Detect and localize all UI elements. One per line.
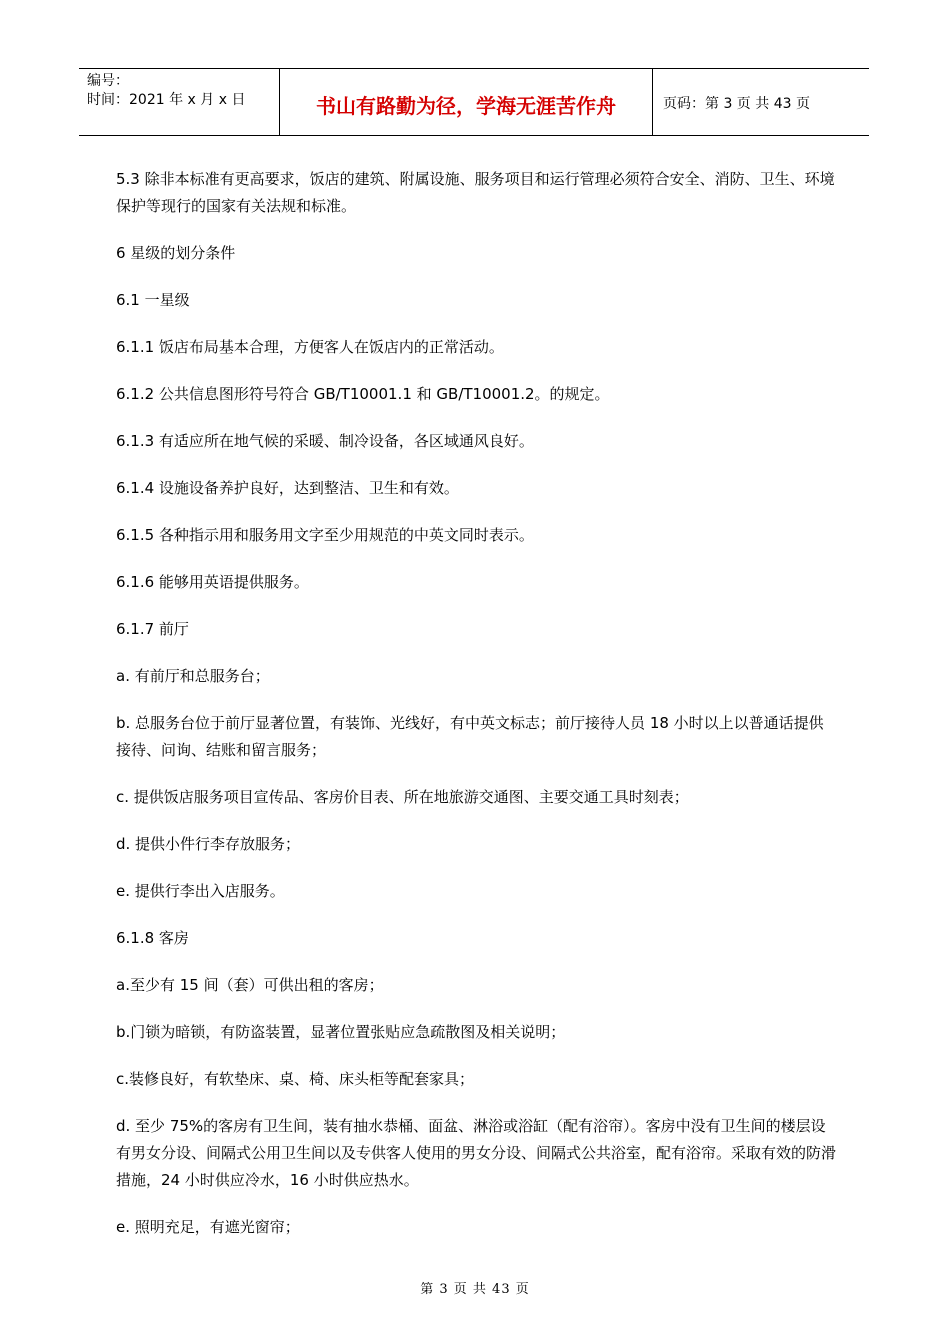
list-item-room-c: c.装修良好，有软垫床、桌、椅、床头柜等配套家具； — [116, 1070, 475, 1088]
list-item-frontdesk-d: d. 提供小件行李存放服务； — [116, 835, 301, 853]
paragraph-6-1-5: 6.1.5 各种指示用和服务用文字至少用规范的中英文同时表示。 — [116, 526, 534, 544]
paragraph-6-1-1: 6.1.1 饭店布局基本合理，方便客人在饭店内的正常活动。 — [116, 338, 504, 356]
header-page-info: 页码：第 3 页 共 43 页 — [663, 96, 810, 112]
list-item-frontdesk-c: c. 提供饭店服务项目宣传品、客房价目表、所在地旅游交通图、主要交通工具时刻表； — [116, 788, 689, 806]
time-label: 时间：2021 年 x 月 x 日 — [87, 92, 246, 108]
list-item-frontdesk-b: b. 总服务台位于前厅显著位置，有装饰、光线好，有中英文标志；前厅接待人员 18 小时以上以普通话提供接待、问询、结账和留言服务； — [116, 714, 824, 759]
paragraph-6-1-6: 6.1.6 能够用英语提供服务。 — [116, 573, 309, 591]
list-item-room-a: a.至少有 15 间（套）可供出租的客房； — [116, 976, 384, 994]
heading-6: 6 星级的划分条件 — [116, 244, 236, 262]
list-item-frontdesk-a: a. 有前厅和总服务台； — [116, 667, 270, 685]
list-item-room-e: e. 照明充足，有遮光窗帘； — [116, 1218, 300, 1236]
document-body — [116, 166, 836, 1241]
paragraph-6-1-2: 6.1.2 公共信息图形符号符合 GB/T10001.1 和 GB/T10001.2。的规定。 — [116, 385, 610, 403]
header-meta — [79, 69, 280, 135]
list-item-room-d: d. 至少 75%的客房有卫生间，装有抽水恭桶、面盆、淋浴或浴缸（配有浴帘）。客房中没有卫生间的楼层设有男女分设、间隔式公用卫生间以及专供客人使用的男女分设、间隔式公共浴室，配有浴帘。采取有效的防滑措施，24 小时供应冷水，16 小时供应热水。 — [116, 1117, 837, 1189]
header-motto: 书山有路勤为径，学海无涯苦作舟 — [280, 69, 653, 135]
heading-6-1-7: 6.1.7 前厅 — [116, 620, 189, 638]
document-header — [79, 68, 869, 136]
paragraph-6-1-3: 6.1.3 有适应所在地气候的采暖、制冷设备，各区域通风良好。 — [116, 432, 534, 450]
paragraph-6-1-4: 6.1.4 设施设备养护良好，达到整洁、卫生和有效。 — [116, 479, 459, 497]
page-footer: 第 3 页 共 43 页 — [420, 1282, 530, 1297]
paragraph-5-3: 5.3 除非本标准有更高要求，饭店的建筑、附属设施、服务项目和运行管理必须符合安全、消防、卫生、环境保护等现行的国家有关法规和标准。 — [116, 170, 835, 215]
list-item-frontdesk-e: e. 提供行李出入店服务。 — [116, 882, 285, 900]
list-item-room-b: b.门锁为暗锁，有防盗装置，显著位置张贴应急疏散图及相关说明； — [116, 1023, 566, 1041]
heading-6-1: 6.1 一星级 — [116, 291, 190, 309]
heading-6-1-8: 6.1.8 客房 — [116, 929, 189, 947]
number-label: 编号： — [87, 73, 129, 89]
